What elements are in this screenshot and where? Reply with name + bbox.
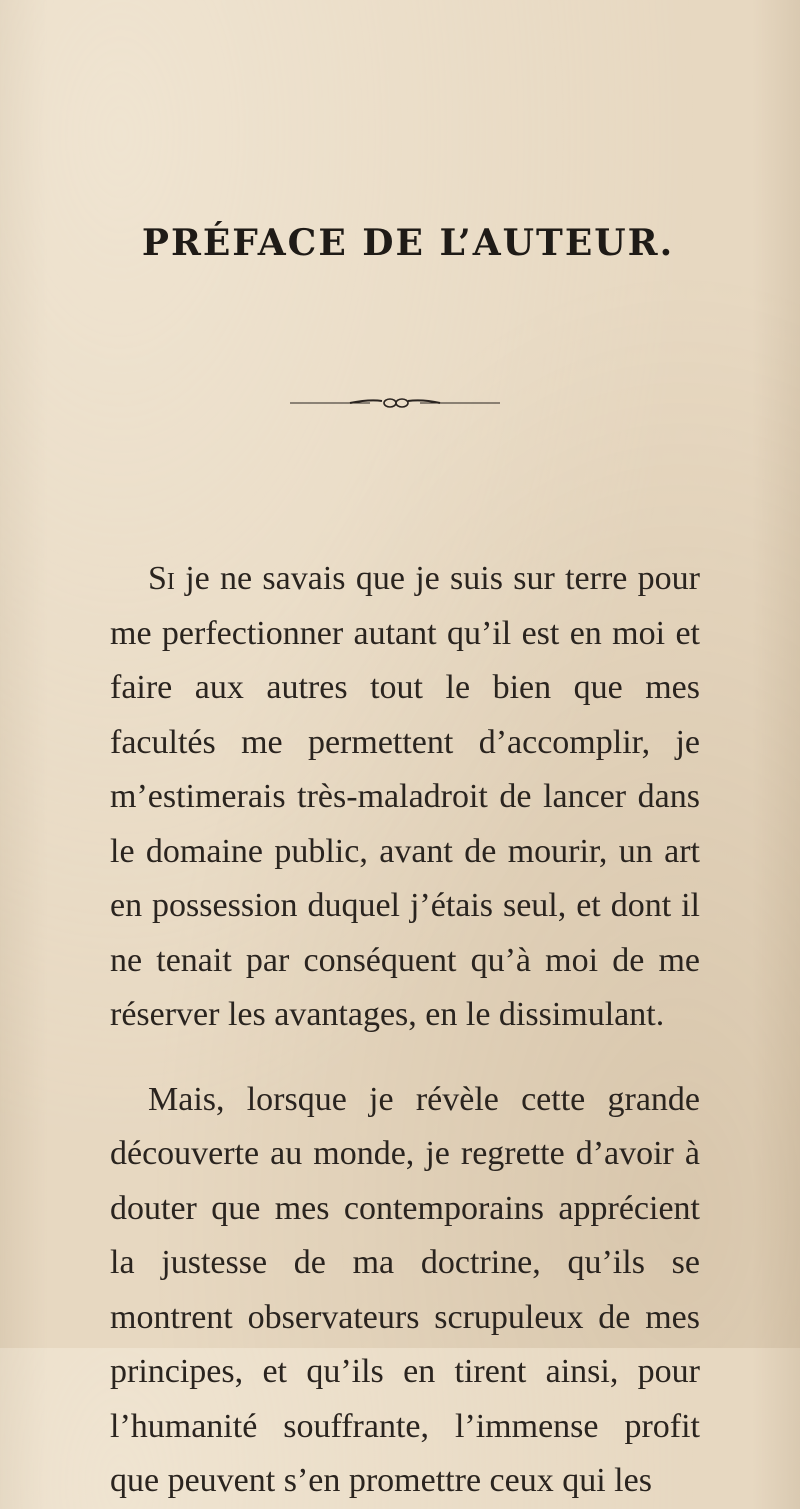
paragraph-2-text: Mais, lorsque je révèle cette grande découverte au monde, je regrette d’avoir à douter que mes contemporains apprécient la justesse de ma doctrine, qu’ils se montrent observateurs scrupuleux de mes principes, et qu’ils en tirent ainsi, pour l’humanité souffrante, l’immense profit que peuvent s’en promettre ceux qui les — [110, 1080, 700, 1499]
paragraph-1 — [110, 552, 700, 1043]
paragraph-1-text: je ne savais que je suis sur terre pour me perfectionner autant qu’il est en moi et faire aux autres tout le bien que mes facultés me permettent d’accomplir, je m’estimerais très-maladroit de lancer dans le domaine public, avant de mourir, un art en possession duquel j’étais seul, et dont il ne tenait par conséquent qu’à moi de me réserver les avantages, en le dissimulant. — [110, 560, 700, 1033]
paragraph-1-lead: Si — [148, 560, 175, 597]
ornamental-rule — [290, 396, 500, 410]
body-text — [110, 552, 700, 1509]
page-title: PRÉFACE DE L’AUTEUR. — [141, 222, 675, 264]
paragraph-2 — [110, 1073, 700, 1509]
